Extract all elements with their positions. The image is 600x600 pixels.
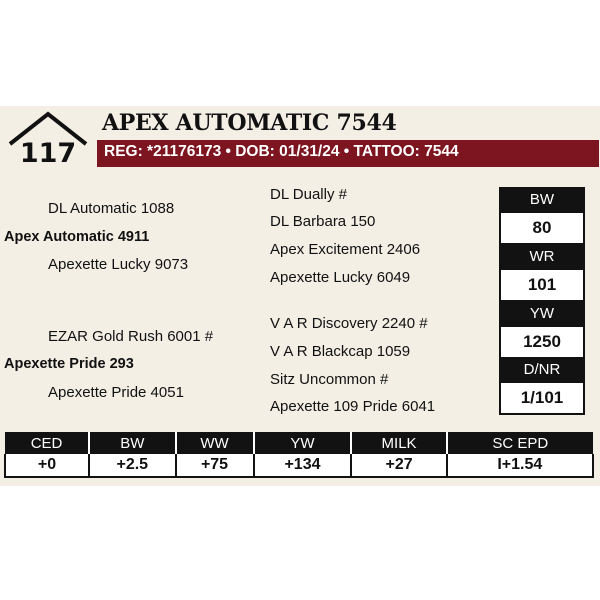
pedigree-dam-dam-sire: Sitz Uncommon # bbox=[270, 371, 389, 388]
animal-name: APEX AUTOMATIC 7544 bbox=[102, 110, 397, 136]
epd-header: SC EPD bbox=[447, 432, 593, 454]
stat-dnr bbox=[499, 357, 585, 415]
stat-label: BW bbox=[499, 187, 585, 213]
pedigree-sire-dam-dam: Apexette Lucky 6049 bbox=[270, 269, 411, 286]
pedigree-dam-sire-sire: V A R Discovery 2240 # bbox=[270, 315, 428, 332]
pedigree-dam-sire-dam: V A R Blackcap 1059 bbox=[270, 343, 411, 360]
stat-value: 1250 bbox=[499, 327, 585, 359]
epd-header: WW bbox=[176, 432, 254, 454]
epd-header: MILK bbox=[351, 432, 446, 454]
epd-header: BW bbox=[89, 432, 175, 454]
pedigree-dam-sire: EZAR Gold Rush 6001 # bbox=[48, 328, 214, 345]
pedigree-sire-dam-sire: Apex Excitement 2406 bbox=[270, 241, 421, 258]
epd-header-row bbox=[5, 432, 593, 454]
pedigree-sire-dam: Apexette Lucky 9073 bbox=[48, 256, 189, 273]
stat-label: YW bbox=[499, 301, 585, 327]
stat-label: WR bbox=[499, 244, 585, 270]
pedigree-sire-sire-dam: DL Barbara 150 bbox=[270, 213, 376, 230]
epd-value: I+1.54 bbox=[447, 454, 593, 477]
pedigree-dam-dam-dam: Apexette 109 Pride 6041 bbox=[270, 398, 436, 415]
pedigree-dam: Apexette Pride 293 bbox=[4, 356, 134, 372]
epd-header: CED bbox=[5, 432, 89, 454]
stat-birth-weight bbox=[499, 187, 585, 245]
stat-label: D/NR bbox=[499, 357, 585, 383]
lot-number: 117 bbox=[19, 138, 77, 169]
stat-value: 101 bbox=[499, 270, 585, 302]
stat-value: 1/101 bbox=[499, 383, 585, 415]
epd-header: YW bbox=[254, 432, 352, 454]
epd-value: +0 bbox=[5, 454, 89, 477]
pedigree-sire-sire-sire: DL Dually # bbox=[270, 186, 347, 203]
epd-value: +27 bbox=[351, 454, 446, 477]
stat-yearling-weight bbox=[499, 301, 585, 359]
stat-weaning-ratio bbox=[499, 244, 585, 302]
epd-table bbox=[4, 432, 594, 478]
stat-value: 80 bbox=[499, 213, 585, 245]
epd-value: +134 bbox=[254, 454, 352, 477]
epd-value: +75 bbox=[176, 454, 254, 477]
pedigree-sire-sire: DL Automatic 1088 bbox=[48, 200, 175, 217]
pedigree-dam-dam: Apexette Pride 4051 bbox=[48, 384, 184, 401]
pedigree-sire: Apex Automatic 4911 bbox=[4, 229, 150, 245]
epd-value: +2.5 bbox=[89, 454, 175, 477]
registration-info: REG: *21176173 • DOB: 01/31/24 • TATTOO: 7544 bbox=[104, 143, 459, 160]
epd-value-row bbox=[5, 454, 593, 477]
